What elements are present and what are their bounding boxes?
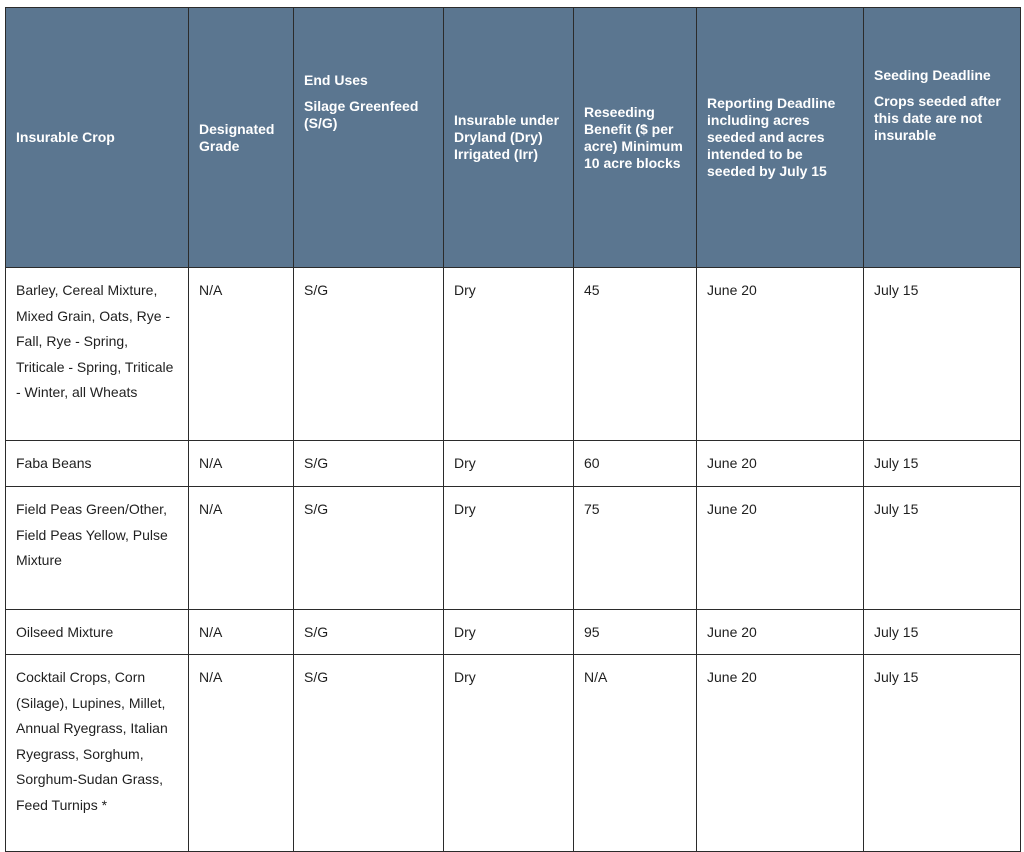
cell-insurable: Dry: [444, 268, 574, 441]
header-label: Reporting Deadline including acres seeded and acres intended to be seeded by July 15: [707, 95, 836, 179]
cell-end-uses: S/G: [294, 655, 444, 852]
cell-reporting: June 20: [697, 610, 864, 655]
header-designated-grade: [189, 8, 294, 268]
cell-seeding: July 15: [864, 268, 1021, 441]
cell-insurable: Dry: [444, 655, 574, 852]
cell-reseeding: 95: [574, 610, 697, 655]
cell-end-uses: S/G: [294, 610, 444, 655]
cell-reseeding: 75: [574, 487, 697, 610]
cell-crop: Cocktail Crops, Corn (Silage), Lupines, Millet, Annual Ryegrass, Italian Ryegrass, Sorghum, Sorghum-Sudan Grass, Feed Turnips *: [6, 655, 189, 852]
header-label: Reseeding Benefit ($ per acre) Minimum 10 acre blocks: [584, 103, 683, 171]
header-label: End Uses: [304, 72, 368, 88]
header-label: Seeding Deadline: [874, 67, 991, 83]
header-sublabel: Crops seeded after this date are not insurable: [874, 93, 1001, 143]
table-row: [6, 610, 1021, 655]
cell-reseeding: 45: [574, 268, 697, 441]
cell-grade: N/A: [189, 610, 294, 655]
cell-seeding: July 15: [864, 487, 1021, 610]
header-label: Insurable Crop: [16, 129, 115, 145]
table-row: [6, 268, 1021, 441]
cell-grade: N/A: [189, 487, 294, 610]
table-row: [6, 487, 1021, 610]
cell-end-uses: S/G: [294, 268, 444, 441]
header-seeding-deadline: [864, 8, 1021, 268]
table-row: [6, 441, 1021, 487]
cell-insurable: Dry: [444, 610, 574, 655]
cell-crop: Field Peas Green/Other, Field Peas Yellow, Pulse Mixture: [6, 487, 189, 610]
cell-insurable: Dry: [444, 441, 574, 487]
cell-crop: Oilseed Mixture: [6, 610, 189, 655]
header-reporting-deadline: [697, 8, 864, 268]
header-insurable-under: [444, 8, 574, 268]
cell-insurable: Dry: [444, 487, 574, 610]
cell-reseeding: N/A: [574, 655, 697, 852]
table-row: [6, 655, 1021, 852]
cell-grade: N/A: [189, 655, 294, 852]
cell-crop: Faba Beans: [6, 441, 189, 487]
header-row: [6, 8, 1021, 268]
header-insurable-crop: [6, 8, 189, 268]
cell-reseeding: 60: [574, 441, 697, 487]
header-sublabel: Silage Greenfeed (S/G): [304, 98, 419, 131]
cell-seeding: July 15: [864, 441, 1021, 487]
cell-reporting: June 20: [697, 268, 864, 441]
header-label: Insurable under Dryland (Dry) Irrigated (Irr): [454, 112, 560, 162]
cell-seeding: July 15: [864, 610, 1021, 655]
cell-crop: Barley, Cereal Mixture, Mixed Grain, Oats, Rye - Fall, Rye - Spring, Triticale - Spring, Triticale - Winter, all Wheats: [6, 268, 189, 441]
crop-insurance-table: [5, 7, 1021, 852]
cell-reporting: June 20: [697, 487, 864, 610]
header-reseeding-benefit: [574, 8, 697, 268]
cell-reporting: June 20: [697, 441, 864, 487]
cell-end-uses: S/G: [294, 487, 444, 610]
cell-grade: N/A: [189, 441, 294, 487]
header-label: Designated Grade: [199, 120, 275, 154]
cell-grade: N/A: [189, 268, 294, 441]
cell-seeding: July 15: [864, 655, 1021, 852]
cell-reporting: June 20: [697, 655, 864, 852]
cell-end-uses: S/G: [294, 441, 444, 487]
header-end-uses: [294, 8, 444, 268]
